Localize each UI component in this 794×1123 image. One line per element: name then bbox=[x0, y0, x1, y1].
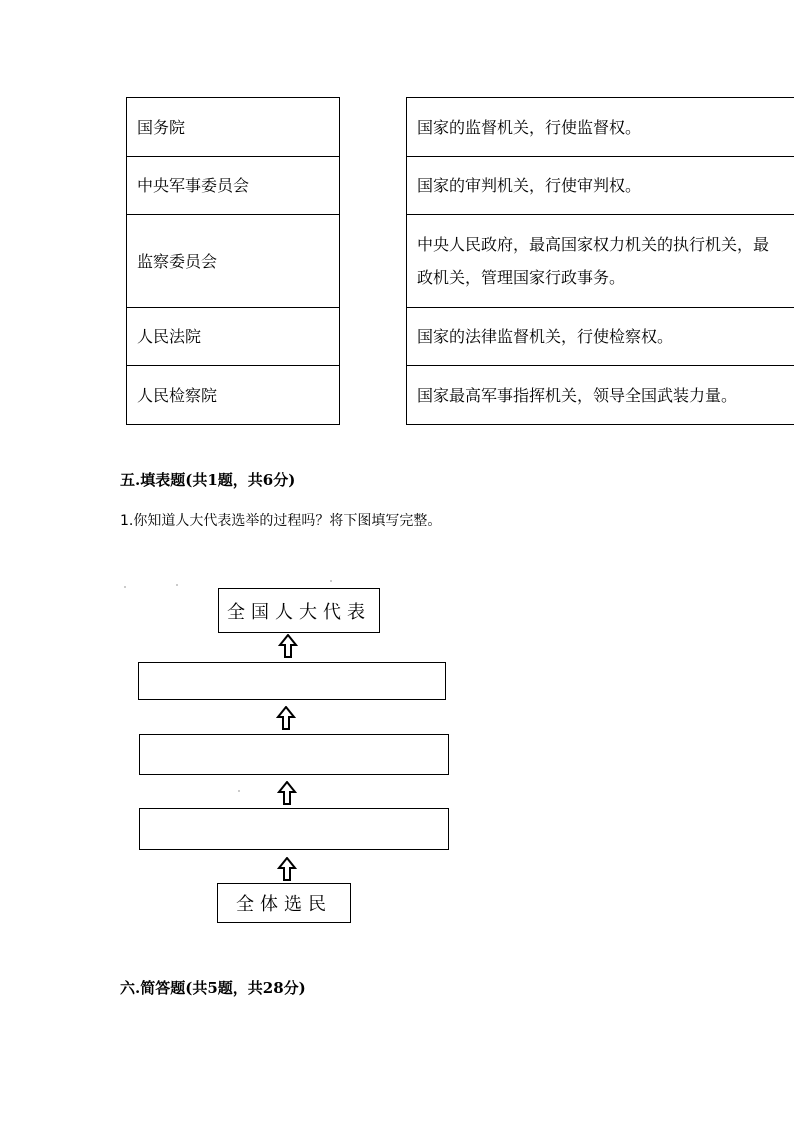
scan-speck bbox=[238, 790, 240, 792]
flow-box-blank-2[interactable] bbox=[139, 734, 449, 775]
right-cell-text-line1: 中央人民政府，最高国家权力机关的执行机关，最 bbox=[417, 235, 770, 254]
up-arrow-icon bbox=[276, 706, 296, 730]
section-5-heading: 五.填表题(共1题，共6分) bbox=[120, 471, 296, 489]
section-6-heading: 六.简答题(共5题，共28分) bbox=[120, 979, 306, 997]
right-cell-4 bbox=[406, 307, 794, 366]
flow-box-top-label: 全国人大代表 bbox=[227, 601, 371, 623]
flow-box-blank-3[interactable] bbox=[139, 808, 449, 850]
up-arrow-icon bbox=[278, 634, 298, 658]
right-cell-text: 国家的监督机关，行使监督权。 bbox=[417, 117, 642, 137]
right-cell-text-line2: 政机关，管理国家行政事务。 bbox=[417, 268, 626, 287]
right-cell-1 bbox=[406, 97, 794, 157]
right-cell-text: 国家的审判机关，行使审判权。 bbox=[417, 176, 642, 195]
left-cell-label: 国务院 bbox=[137, 117, 186, 137]
scan-speck bbox=[124, 586, 126, 588]
flow-box-bottom-label: 全体选民 bbox=[236, 894, 332, 915]
scan-speck bbox=[330, 580, 332, 582]
right-cell-5 bbox=[406, 365, 794, 425]
left-cell-label: 监察委员会 bbox=[137, 251, 218, 271]
left-cell-label: 中央军事委员会 bbox=[137, 176, 250, 195]
right-cell-text: 国家最高军事指挥机关，领导全国武装力量。 bbox=[417, 385, 738, 405]
left-cell-3 bbox=[126, 214, 340, 308]
flow-box-bottom bbox=[217, 883, 351, 923]
flow-box-top bbox=[218, 588, 380, 633]
left-cell-5 bbox=[126, 365, 340, 425]
left-cell-label: 人民检察院 bbox=[137, 385, 218, 405]
flow-box-blank-1[interactable] bbox=[138, 662, 446, 700]
right-cell-3 bbox=[406, 214, 794, 308]
right-cell-2 bbox=[406, 156, 794, 215]
left-cell-2 bbox=[126, 156, 340, 215]
up-arrow-icon bbox=[277, 857, 297, 881]
section-5-question: 1.你知道人大代表选举的过程吗？将下图填写完整。 bbox=[120, 513, 442, 529]
scan-speck bbox=[176, 584, 178, 586]
right-cell-text: 国家的法律监督机关，行使检察权。 bbox=[417, 327, 674, 346]
up-arrow-icon bbox=[277, 781, 297, 805]
left-cell-1 bbox=[126, 97, 340, 157]
left-cell-label: 人民法院 bbox=[137, 327, 202, 346]
left-cell-4 bbox=[126, 307, 340, 366]
